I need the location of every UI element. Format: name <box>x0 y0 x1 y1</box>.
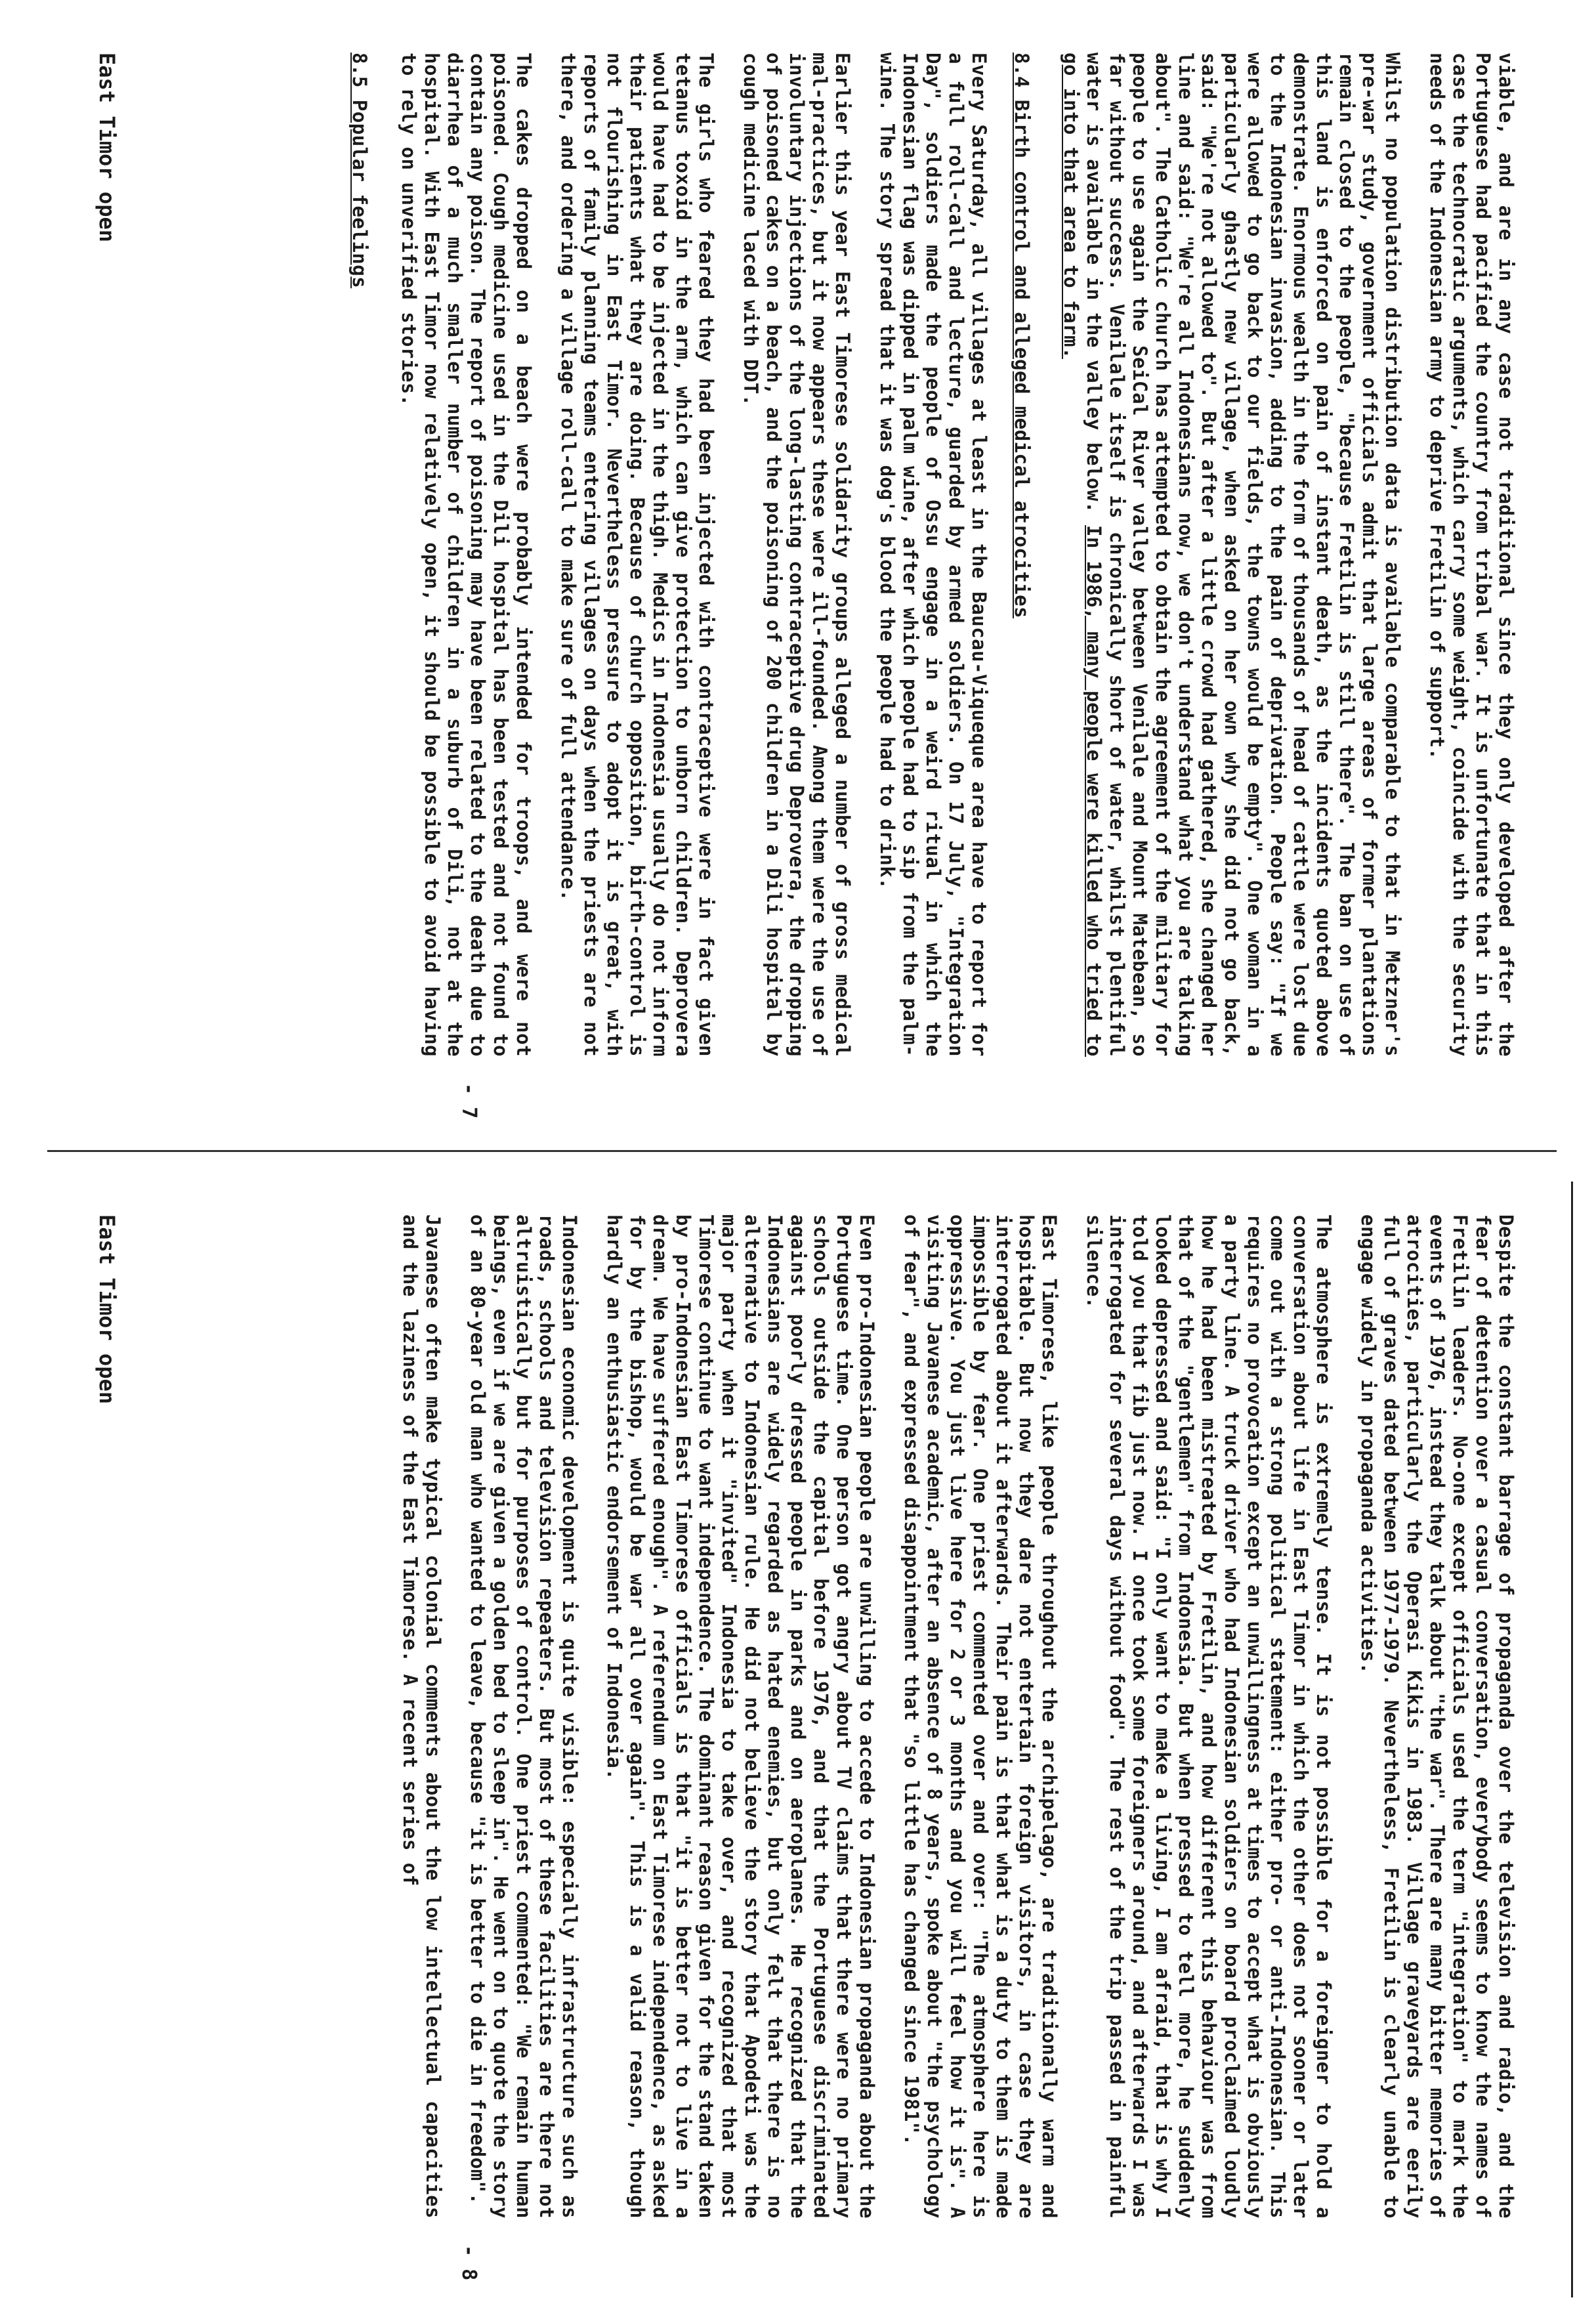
paragraph: Earlier this year East Timorese solidarity groups alleged a number of gross medical mal-practices, but it now appears these were ill-founded. Among them were the use of involuntary injections of the long-lasting contraceptive drug Deprovera, the dropping of poisoned cakes on a beach, and the poisoning of 200 children in a Dili hospital by cough medicine laced with DDT. <box>740 53 854 1057</box>
paragraph-text: Whilst no population distribution data is available comparable to that in Metzner's pre-war study, government officials admit that large areas of former plantations remain closed to the people, "because Fretilin is still there". The ban on use of this land is enforced on pain of instant death, as the incidents quoted above demonstrate. Enormous wealth in the form of thousands of head of cattle were lost due to the Indonesian invasion, adding to the pain of deprivation. People say: "If we were allowed to go back to our fields, the towns would be empty". One woman in a particularly ghastly new village, when asked on her own why she did not go back, said: "We're not allowed to". But after a little crowd had gathered, she changed her line and said: "We're all Indonesians now, we don't understand what you are talking about". The Catholic church has attempted to obtain the agreement of the military for people to use again the SeiCal River valley between Venilale and Mount Matebean, so far without success. Venilale itself is chronically short of water, whilst plentiful water is available in the valley below. <box>1083 53 1404 1057</box>
paragraph <box>1059 53 1404 1057</box>
paragraph: The atmosphere is extremely tense. It is not possible for a foreigner to hold a conversation about life in East Timor in which the other does not sooner or later come out with a strong political statement: either pro- or anti-Indonesian. This requires no provocation except an unwillingness at times to accept what is obviously a party line. A truck driver who had Indonesian soldiers on board proclaimed loudly how he had been mistreated by Fretilin, and how different this behaviour was from that of the "gentlemen" from Indonesia. But when pressed to tell more, he suddenly looked depressed and said: "I only want to make a living, I am afraid, that is why I told you that fib just now. I once took some foreigners around, and afterwards I was interrogated for several days without food". The rest of the trip passed in painful silence. <box>1083 1214 1335 2219</box>
page-7-text <box>328 53 1517 1057</box>
paragraph: Javanese often make typical colonial comments about the low intellectual capacities and the laziness of the East Timorese. A recent series of <box>399 1214 444 2219</box>
paragraph: Even pro-Indonesian people are unwilling to accede to Indonesian propaganda about the Portuguese time. One person got angry about TV claims that there were no primary schools outside the capital before 1976, and that the Portuguese discriminated against poorly dressed people in parks and on aeroplanes. He recognized that the Indonesians are widely regarded as hated enemies, but only felt that there is no alternative to Indonesian rule. He did not believe the story that Apodeti was the major party when it "invited" Indonesia to take over, and recognized that most Timorese continue to want independence. The dominant reason given for the stand taken by pro-Indonesian East Timorese officials is that "it is better not to live in a dream. We have suffered enough". A referendum on East Timorese independence, as asked for by the bishop, would be war all over again". This is a valid reason, though hardly an enthusiastic endorsement of Indonesia. <box>603 1214 878 2219</box>
paragraph: East Timorese, like people throughout the archipelago, are traditionally warm and hospitable. But now they dare not entertain foreign visitors, in case they are interrogated about it afterwards. Their pain is that what is a duty to them is made impossible by fear. One priest commented over and over: "The atmosphere here is oppressive. You just live here for 2 or 3 months and you will feel how it is". A visiting Javanese academic, after an absence of 8 years, spoke about "the psychology of fear", and expressed disappointment that "so little has changed since 1981". <box>900 1214 1060 2219</box>
paragraph: Despite the constant barrage of propaganda over the television and radio, and the fear of detention over a casual conversation, everybody seems to know the names of Fretilin leaders. No-one except officials used the term "integration" to mark the events of 1976, instead they talk about "the war". There are many bitter memories of atrocities, particularly the Operasi Kikis in 1983. Village graveyards are eerily full of graves dated between 1977-1979. Nevertheless, Fretilin is clearly unable to engage widely in propaganda activities. <box>1357 1214 1517 2219</box>
footer-title: East Timor open <box>94 53 119 242</box>
paragraph: viable, and are in any case not traditional since they only developed after the Portuguese had pacified the country from tribal war. It is unfortunate that in this case the technocratic arguments, which carry some weight, coincide with the security needs of the Indonesian army to deprive Fretilin of support. <box>1426 53 1517 1057</box>
page-number: - 7 <box>457 1083 480 1119</box>
section-heading-8-4: 8.4 Birth control and alleged medical atrocities <box>1011 53 1033 619</box>
page-8 <box>0 1162 1596 2304</box>
paragraph: The girls who feared they had been injected with contraceptive were in fact given tetanus toxoid in the arm, which can give protection to unborn children. Deprovera would have had to be injected in the thigh. Medics in Indonesia usually do not inform their patients what they are doing. Because of church opposition, birth-control is not flourishing in East Timor. Nevertheless pressure to adopt it is great, with reports of family planning teams entering villages on days when the priests are not there, and ordering a village roll-call to make sure of full attendance. <box>557 53 717 1057</box>
paragraph: The cakes dropped on a beach were probably intended for troops, and were not poisoned. Cough medicine used in the Dili hospital has been tested and not found to contain any poison. The report of poisoning may have been related to the death due to diarrhea of a much smaller number of children in a suburb of Dili, not at the hospital. With East Timor now relatively open, it should be possible to avoid having to rely on unverified stories. <box>398 53 535 1057</box>
section-heading-8-5: 8.5 Popular feelings <box>348 53 371 289</box>
page-7 <box>0 0 1596 1142</box>
page-8-text <box>377 1214 1517 2219</box>
page-divider <box>47 1150 1557 1152</box>
paragraph: Indonesian economic development is quite visible: especially infrastructure such as roads, schools and television repeaters. But most of these facilities are there not altruistically but for purposes of control. One priest commented: "We remain human beings, even if we are given a golden bed to sleep in". He went on to quote the story of an 80-year old man who wanted to leave, because "it is better to die in freedom". <box>467 1214 581 2219</box>
underlined-text: In 1986, many people were killed who tried to go into that area to farm. <box>1060 53 1105 1057</box>
paragraph: Every Saturday, all villages at least in the Baucau-Viqueque area have to report for a full roll-call and lecture, guarded by armed soldiers. On 17 July, "Integration Day", soldiers made the people of Ossu engage in a weird ritual in which the Indonesian flag was dipped in palm wine, after which people had to sip from the palm-wine. The story spread that it was dog's blood the people had to drink. <box>876 53 990 1057</box>
page-number: - 8 <box>457 2245 480 2281</box>
footer-title: East Timor open <box>94 1214 119 1404</box>
